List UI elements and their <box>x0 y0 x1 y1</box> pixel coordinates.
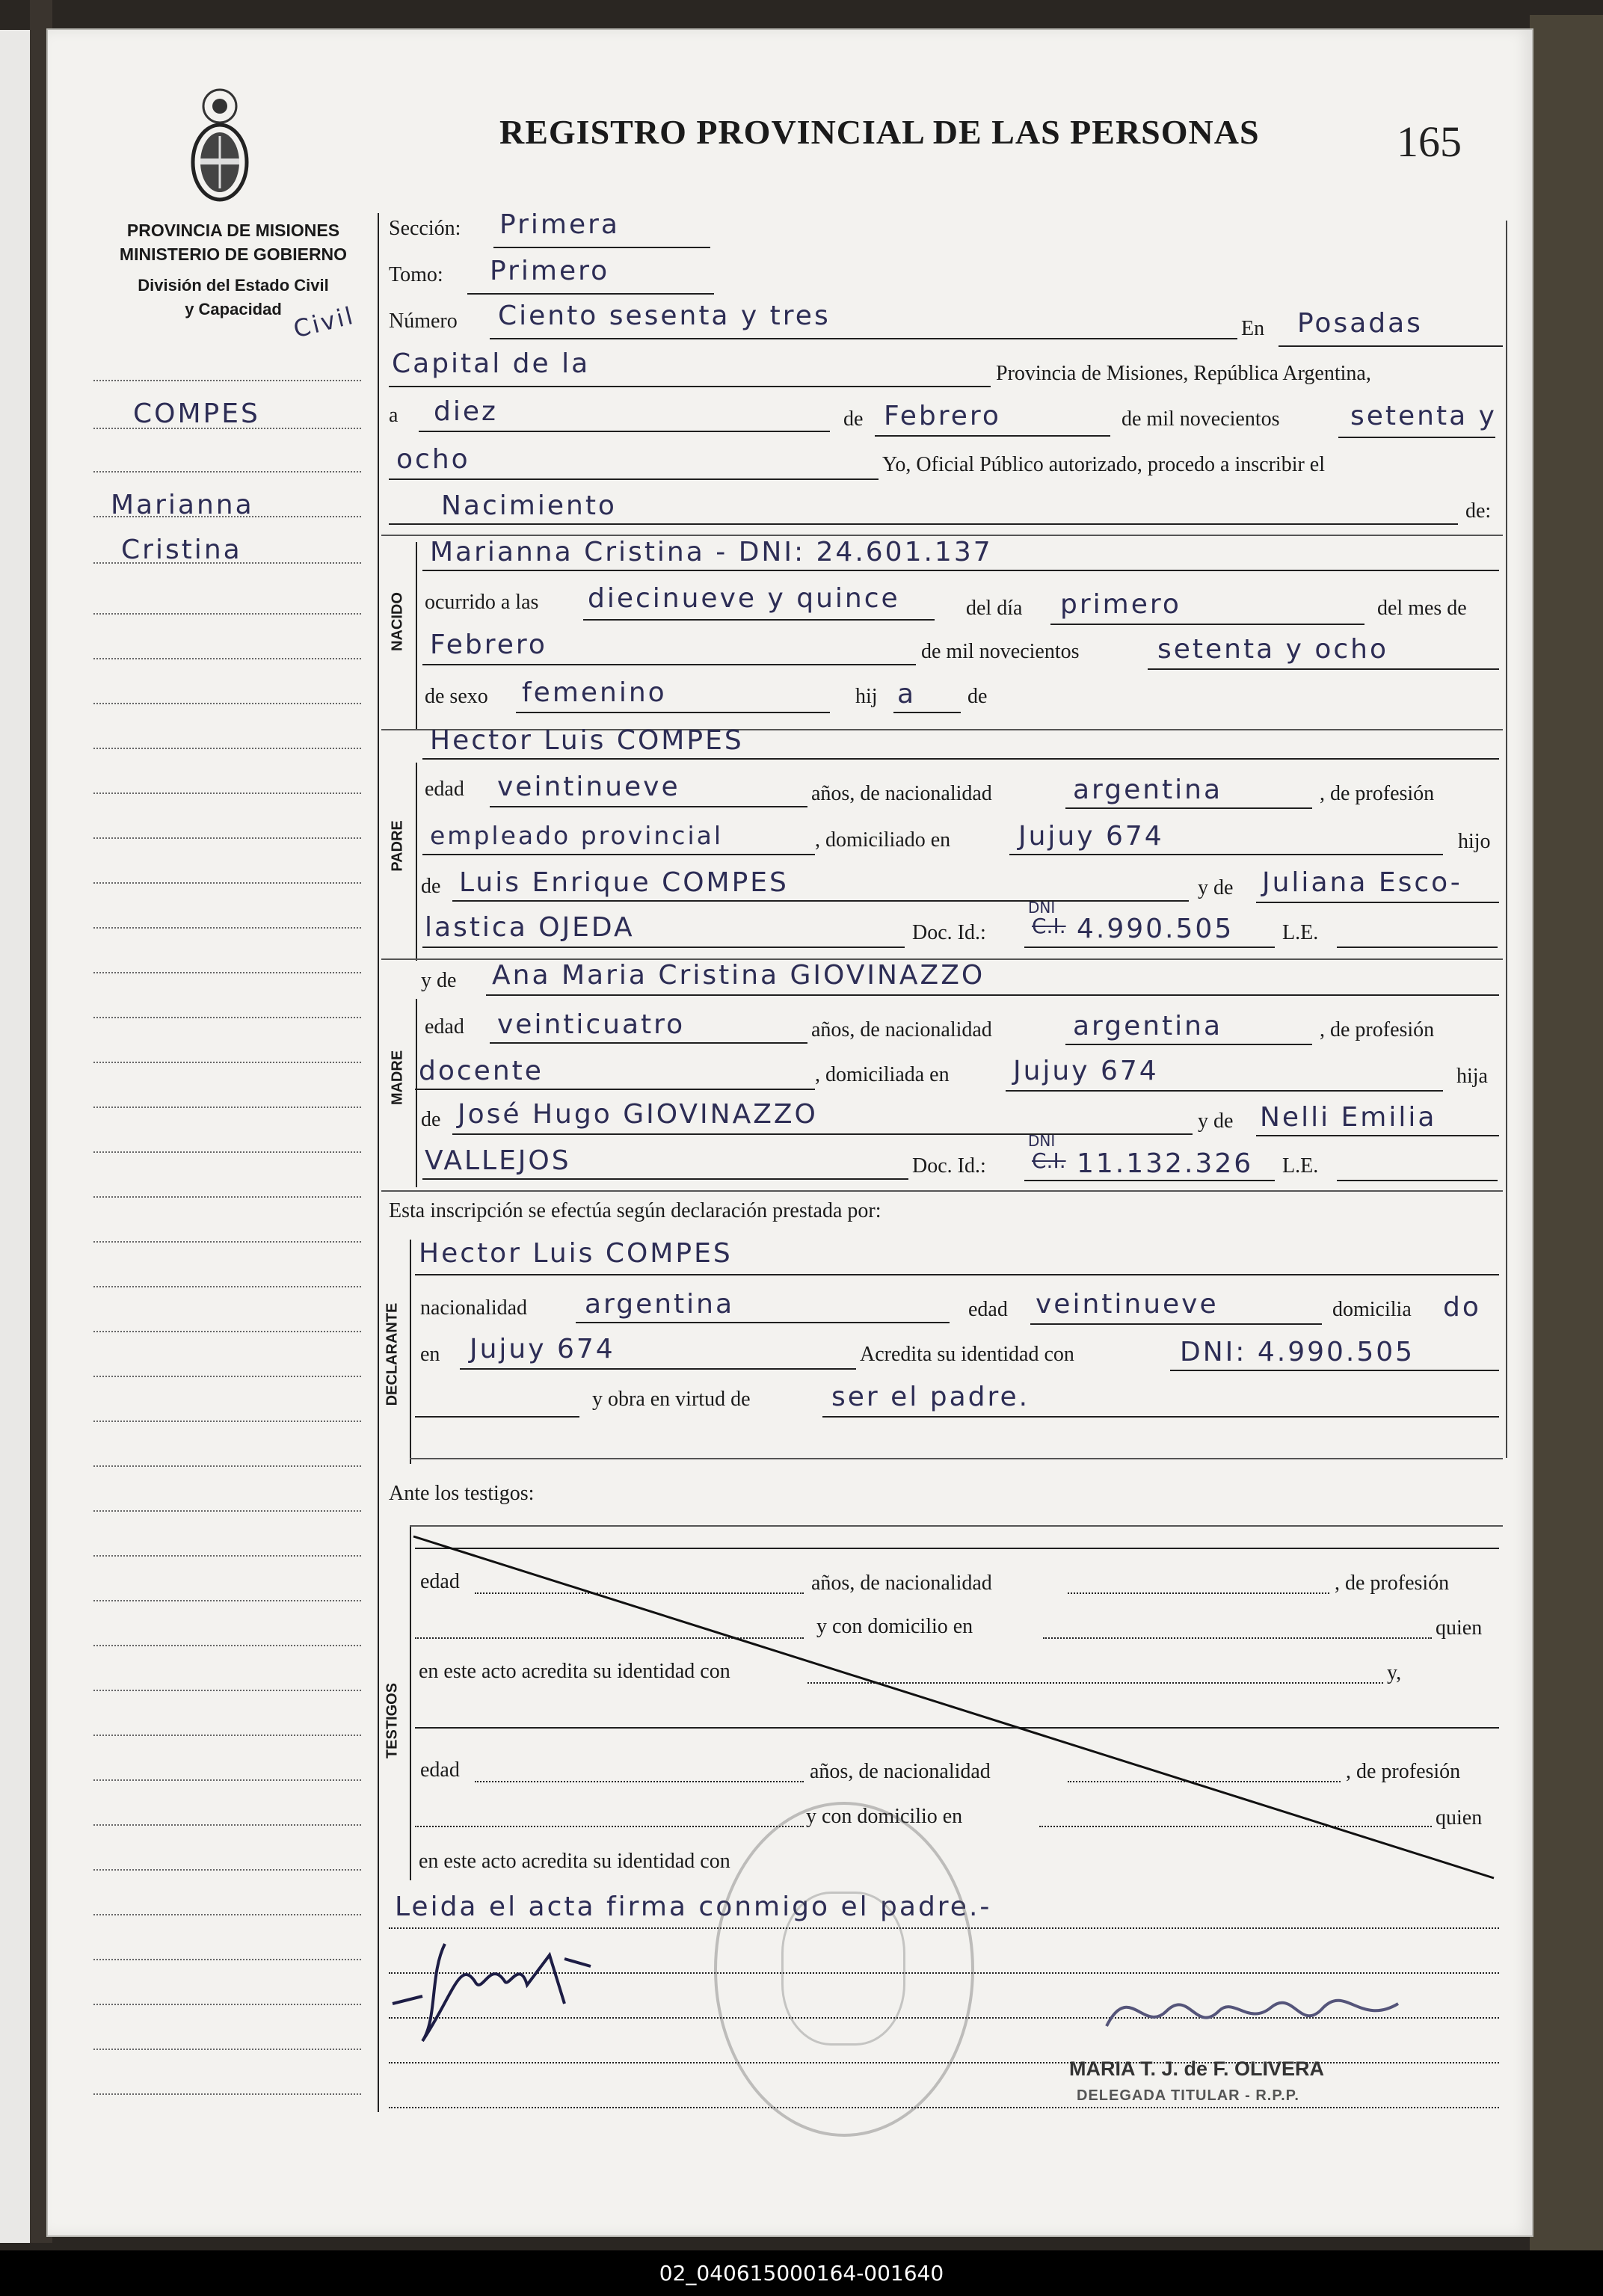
margin-line <box>93 1376 361 1377</box>
value-madre-doc-ci: C.I. <box>1032 1148 1066 1173</box>
margin-line <box>93 882 361 884</box>
margin-line <box>93 1286 361 1287</box>
value-decl-edad: veintinueve <box>1036 1289 1219 1320</box>
value-abuela-p-1: Juliana Esco- <box>1262 867 1462 898</box>
margin-line <box>93 837 361 839</box>
label-madre-anos-nac: años, de nacionalidad <box>811 1018 992 1041</box>
line <box>516 712 830 713</box>
line <box>1065 807 1312 809</box>
line <box>389 478 879 480</box>
coat-of-arms-icon <box>185 84 254 211</box>
section-divider <box>381 535 1503 536</box>
margin-first-name: Marianna <box>111 490 254 520</box>
label-padre-edad: edad <box>425 778 464 801</box>
book-cover-edge <box>1530 15 1603 2250</box>
value-mes-nac: Febrero <box>430 630 547 660</box>
org-line-2: MINISTERIO DE GOBIERNO <box>119 244 348 264</box>
form-right-border <box>1506 221 1507 1458</box>
label-yo: Yo, Oficial Público autorizado, procedo a inscribir el <box>882 453 1326 476</box>
value-padre-edad: veintinueve <box>497 772 680 802</box>
org-line-4: y Capacidad <box>185 300 282 318</box>
line <box>415 1089 815 1090</box>
value-abuelo-p: Luis Enrique COMPES <box>459 867 789 898</box>
value-padre-doc-ci: C.I. <box>1032 914 1066 938</box>
label-decl-en: en <box>420 1343 440 1366</box>
section-divider <box>410 1525 1503 1527</box>
label-madre-de: de <box>421 1108 441 1131</box>
margin-line <box>93 1555 361 1557</box>
line <box>452 1133 1193 1135</box>
line <box>415 1416 579 1418</box>
line <box>389 2107 1499 2108</box>
label-del-dia: del día <box>966 597 1023 620</box>
footer-bar <box>0 2250 1603 2296</box>
label-testigo2-acredita: en este acto acredita su identidad con <box>419 1850 730 1873</box>
line <box>893 712 961 713</box>
margin-line <box>93 1241 361 1243</box>
value-decl-nac: argentina <box>585 1289 735 1320</box>
footer-caption: 02_040615000164-001640 <box>659 2261 944 2286</box>
line <box>1148 668 1499 670</box>
margin-line <box>93 1869 361 1871</box>
margin-line <box>93 1151 361 1153</box>
line <box>419 431 830 432</box>
margin-line <box>93 1017 361 1018</box>
value-hora: diecinueve y quince <box>588 583 900 614</box>
value-seccion: Primera <box>499 209 620 240</box>
value-padre-prof: empleado provincial <box>430 821 724 850</box>
line <box>1050 624 1364 625</box>
value-padre-doc-prefix: DNI <box>1028 899 1056 917</box>
line <box>1006 1090 1443 1092</box>
label-decl-edad: edad <box>968 1298 1008 1321</box>
label-testigo1-domicilio: y con domicilio en <box>816 1615 973 1638</box>
label-tomo: Tomo: <box>389 263 443 286</box>
section-divider <box>410 1458 1503 1459</box>
label-decl-acredita: Acredita su identidad con <box>860 1343 1074 1366</box>
page-title: REGISTRO PROVINCIAL DE LAS PERSONAS <box>499 113 1260 151</box>
label-hija: hija <box>1456 1065 1488 1088</box>
line <box>389 386 991 387</box>
line <box>1170 1370 1499 1371</box>
margin-line <box>93 1959 361 1960</box>
value-madre-nombre: Ana Maria Cristina GIOVINAZZO <box>492 960 985 991</box>
line <box>1065 1044 1312 1045</box>
label-de-mil-2: de mil novecientos <box>921 640 1080 663</box>
margin-line <box>93 703 361 704</box>
official-title: DELEGADA TITULAR - R.P.P. <box>1077 2087 1299 2104</box>
label-padre-anos-nac: años, de nacionalidad <box>811 782 992 805</box>
section-label-declarante: DECLARANTE <box>384 1302 401 1406</box>
value-dia-nac: primero <box>1060 589 1181 620</box>
label-padre-doc: Doc. Id.: <box>912 921 986 944</box>
value-sexo: femenino <box>522 677 667 708</box>
label-padre-le: L.E. <box>1282 921 1319 944</box>
margin-line <box>93 748 361 749</box>
line <box>875 435 1110 437</box>
label-seccion: Sección: <box>389 217 461 240</box>
value-cierre: Leida el acta firma conmigo el padre.- <box>395 1892 992 1922</box>
margin-line <box>93 927 361 929</box>
margin-line <box>93 2093 361 2095</box>
value-padre-nac: argentina <box>1073 775 1223 805</box>
value-madre-doc-prefix: DNI <box>1028 1132 1056 1150</box>
label-decl-domicilia: domicilia <box>1332 1298 1412 1321</box>
value-decl-virtud: ser el padre. <box>831 1382 1030 1412</box>
line <box>460 1368 856 1370</box>
value-madre-edad: veinticuatro <box>497 1009 686 1040</box>
label-madre-domiciliada: , domiciliada en <box>815 1063 950 1086</box>
line <box>1337 1180 1498 1181</box>
margin-surname: COMPES <box>133 398 260 429</box>
label-de: de <box>843 407 864 431</box>
line <box>452 900 1189 902</box>
label-ocurrido: ocurrido a las <box>425 591 539 614</box>
label-testigo1-quien: quien <box>1436 1616 1483 1640</box>
label-padre-de: de <box>421 875 441 898</box>
margin-line <box>93 1600 361 1601</box>
value-numero: Ciento sesenta y tres <box>498 301 831 331</box>
label-padre-profesion: , de profesión <box>1320 782 1435 805</box>
label-testigo2-anos: años, de nacionalidad <box>810 1760 991 1783</box>
value-padre-nombre: Hector Luis COMPES <box>430 725 744 756</box>
label-testigos: Ante los testigos: <box>389 1482 535 1505</box>
line <box>1279 345 1503 347</box>
line <box>486 994 1499 996</box>
margin-line <box>93 1107 361 1108</box>
value-abuela-m-1: Nelli Emilia <box>1260 1102 1437 1133</box>
label-testigo1-y: y, <box>1387 1661 1402 1684</box>
value-decl-dom-suffix: do <box>1443 1292 1481 1323</box>
label-decl-obra: y obra en virtud de <box>592 1388 751 1411</box>
line <box>1024 1180 1275 1181</box>
label-madre-profesion: , de profesión <box>1320 1018 1435 1041</box>
line <box>493 247 710 248</box>
margin-line <box>93 1062 361 1063</box>
margin-divider <box>378 213 379 2112</box>
value-decl-nombre: Hector Luis COMPES <box>419 1238 733 1269</box>
label-madre-le: L.E. <box>1282 1154 1319 1178</box>
label-madre-y-de-2: y de <box>1198 1109 1234 1133</box>
label-de-colon: de: <box>1465 499 1492 523</box>
margin-line <box>93 792 361 794</box>
value-acto: Nacimiento <box>441 490 617 521</box>
value-anio-2: ocho <box>396 444 470 475</box>
section-rule <box>416 763 417 961</box>
label-padre-domiciliado: , domiciliado en <box>815 828 951 852</box>
line <box>422 854 815 855</box>
margin-line <box>93 658 361 659</box>
margin-line <box>93 1914 361 1915</box>
margin-line <box>93 1690 361 1691</box>
section-rule <box>416 542 417 729</box>
value-tomo: Primero <box>490 256 610 286</box>
line <box>490 1042 807 1044</box>
label-provincia: Provincia de Misiones, República Argentina, <box>996 362 1371 385</box>
line <box>415 1274 1499 1275</box>
margin-annotation: Civil <box>290 301 358 344</box>
line <box>822 1416 1499 1418</box>
label-testigo2-domicilio: y con domicilio en <box>806 1805 963 1828</box>
label-madre-y-de: y de <box>421 969 457 992</box>
official-signature-icon <box>1099 1966 1413 2049</box>
value-madre-nac: argentina <box>1073 1011 1223 1041</box>
label-testigo2-quien: quien <box>1436 1806 1483 1829</box>
line <box>467 293 714 295</box>
org-line-3: División del Estado Civil <box>138 276 329 295</box>
value-anio-nac: setenta y ocho <box>1157 634 1389 665</box>
margin-line <box>93 1421 361 1422</box>
margin-line <box>93 1645 361 1646</box>
margin-line <box>93 1510 361 1512</box>
section-label-nacido: NACIDO <box>389 592 406 651</box>
label-a: a <box>389 404 399 427</box>
line <box>422 664 916 665</box>
value-mes: Febrero <box>884 401 1001 431</box>
margin-line <box>93 1331 361 1332</box>
line <box>583 619 935 621</box>
line <box>1009 854 1443 855</box>
line <box>490 806 807 807</box>
value-madre-prof: docente <box>419 1056 544 1086</box>
label-hijo: hijo <box>1458 830 1491 853</box>
value-abuela-p-2: lastica OJEDA <box>425 912 635 943</box>
official-seal-emblem <box>781 1892 905 2046</box>
margin-line <box>93 1465 361 1467</box>
line <box>389 523 1458 525</box>
label-testigo1-anos: años, de nacionalidad <box>811 1572 992 1595</box>
section-rule <box>410 1240 411 1464</box>
line <box>1337 947 1498 948</box>
value-madre-dom: Jujuy 674 <box>1013 1056 1159 1086</box>
label-testigo1-acredita: en este acto acredita su identidad con <box>419 1660 730 1683</box>
section-rule <box>416 999 417 1187</box>
section-label-madre: MADRE <box>389 1050 406 1106</box>
line <box>490 338 1237 339</box>
declarant-signature-icon <box>378 1914 602 2063</box>
line <box>576 1322 950 1323</box>
margin-line <box>93 1196 361 1198</box>
value-nacido-nombre: Marianna Cristina - DNI: 24.601.137 <box>430 537 993 567</box>
section-label-padre: PADRE <box>389 820 406 872</box>
margin-line <box>93 972 361 973</box>
value-anio-1: setenta y <box>1350 401 1497 431</box>
value-dia: diez <box>434 396 498 427</box>
value-padre-doc: 4.990.505 <box>1077 914 1234 944</box>
value-madre-doc: 11.132.326 <box>1077 1148 1254 1179</box>
label-hij: hij <box>855 685 878 708</box>
margin-line <box>93 613 361 615</box>
label-testigo2-profesion: , de profesión <box>1346 1760 1461 1783</box>
margin-line <box>93 1735 361 1736</box>
label-en: En <box>1241 317 1265 340</box>
value-lugar: Posadas <box>1297 308 1423 339</box>
margin-line <box>93 380 361 381</box>
section-label-testigos: TESTIGOS <box>384 1682 401 1759</box>
margin-line <box>93 471 361 473</box>
label-de-2: de <box>967 685 988 708</box>
label-declaracion: Esta inscripción se efectúa según declaración prestada por: <box>389 1199 882 1222</box>
margin-line <box>93 1824 361 1826</box>
label-testigo1-profesion: , de profesión <box>1335 1572 1450 1595</box>
value-capital: Capital de la <box>392 348 591 379</box>
line <box>422 1178 908 1180</box>
line <box>1030 1323 1322 1325</box>
org-line-1: PROVINCIA DE MISIONES <box>126 221 340 240</box>
line <box>422 570 1499 571</box>
value-abuela-m-2: VALLEJOS <box>425 1145 571 1176</box>
line <box>422 758 1499 760</box>
label-de-mil: de mil novecientos <box>1122 407 1280 431</box>
section-divider <box>381 1190 1503 1192</box>
cancel-diagonal-line <box>410 1533 1503 1884</box>
label-testigo1-edad: edad <box>420 1570 460 1593</box>
margin-line <box>93 2004 361 2005</box>
line <box>1256 1135 1499 1136</box>
line <box>422 947 905 948</box>
label-numero: Número <box>389 310 458 333</box>
value-abuelo-m: José Hugo GIOVINAZZO <box>458 1099 818 1130</box>
label-decl-nacionalidad: nacionalidad <box>420 1296 528 1320</box>
value-hij-suffix: a <box>897 679 917 710</box>
line <box>1256 902 1499 903</box>
label-madre-edad: edad <box>425 1015 464 1038</box>
label-de-sexo: de sexo <box>425 685 488 708</box>
value-padre-dom: Jujuy 674 <box>1018 821 1164 852</box>
official-name: MARIA T. J. de F. OLIVERA <box>1069 2058 1325 2080</box>
margin-line <box>93 2049 361 2050</box>
label-testigo2-edad: edad <box>420 1758 460 1782</box>
value-decl-dom: Jujuy 674 <box>470 1334 615 1364</box>
label-madre-doc: Doc. Id.: <box>912 1154 986 1178</box>
value-decl-doc: DNI: 4.990.505 <box>1180 1337 1415 1367</box>
page-number: 165 <box>1397 117 1462 166</box>
line <box>1338 437 1495 438</box>
margin-line <box>93 1779 361 1781</box>
line <box>1024 947 1275 948</box>
label-padre-y-de: y de <box>1198 876 1234 899</box>
label-del-mes: del mes de <box>1377 597 1467 620</box>
margin-middle-name: Cristina <box>121 535 242 565</box>
